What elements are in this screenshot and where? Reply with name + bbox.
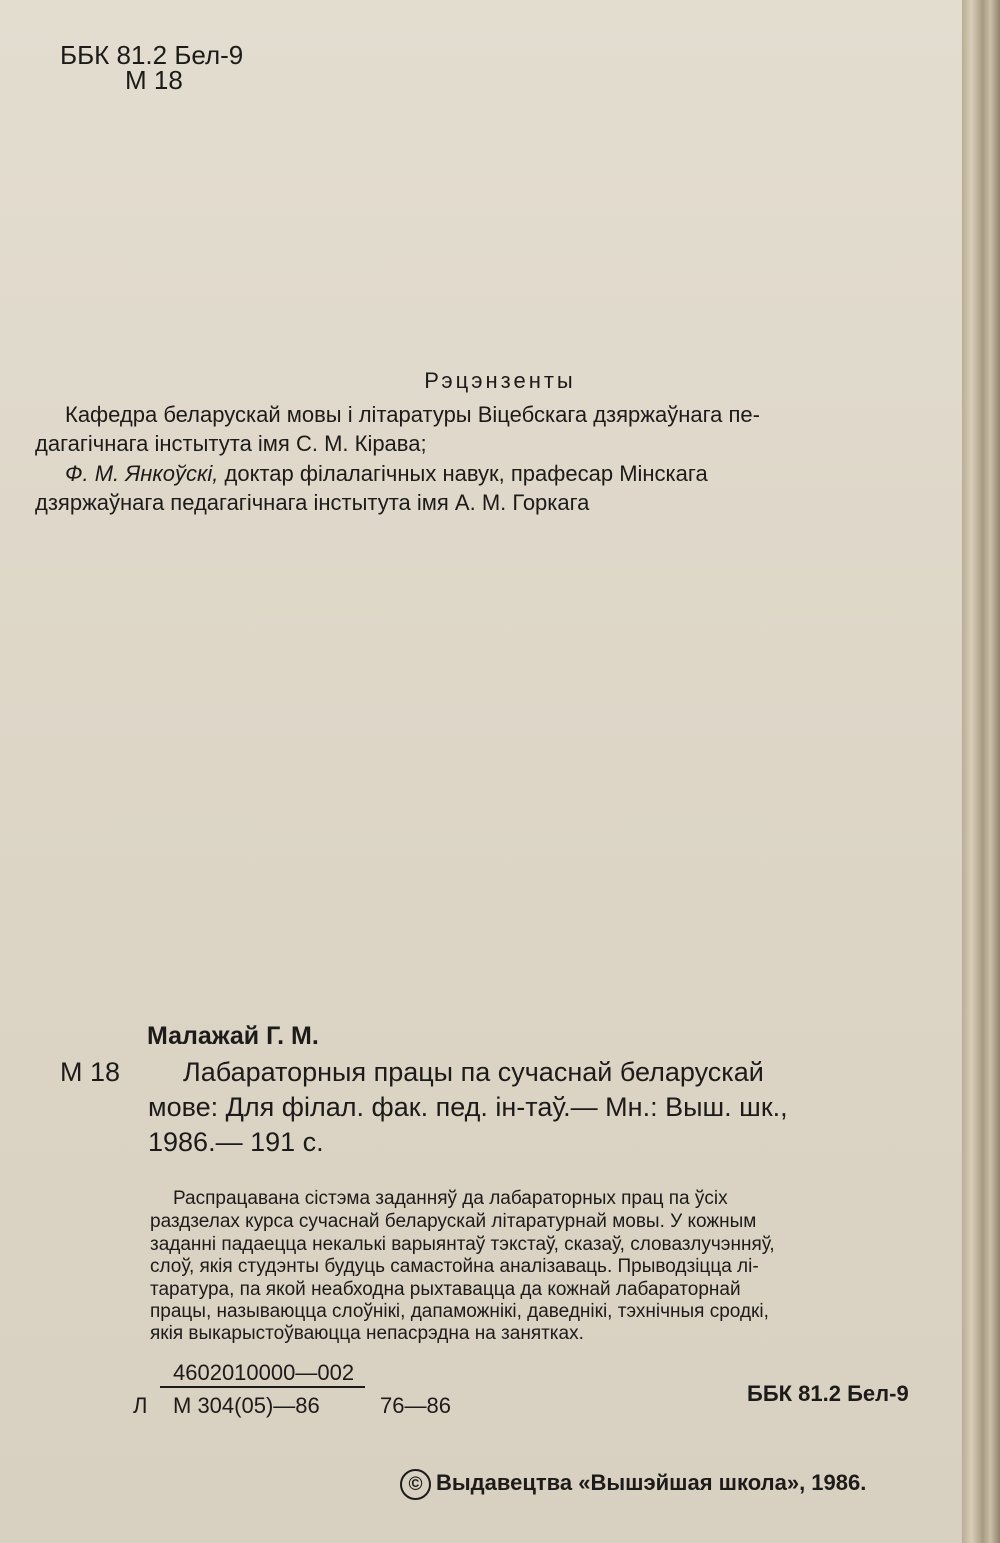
annotation-line-3: заданні падаецца некалькі варыянтаў тэкстаў, сказаў, словазлучэнняў, [150, 1234, 775, 1255]
annotation-line-2: раздзелах курса сучаснай беларускай літаратурнай мовы. У кожным [150, 1211, 757, 1232]
reviewer-line-1: Кафедра беларускай мовы і літаратуры Віцебскага дзяржаўнага пе- [65, 402, 760, 427]
bibliography-author: Малажай Г. М. [147, 1022, 319, 1050]
annotation-line-4: слоў, якія студэнты будуць самастойна аналізаваць. Прыводзіцца лі- [150, 1256, 759, 1277]
catalog-denominator: М 304(05)—86 [173, 1393, 320, 1418]
catalog-letter: Л [133, 1393, 148, 1418]
reviewer-name: Ф. М. Янкоўскі, [65, 461, 219, 486]
reviewer-line-4: дзяржаўнага педагагічнага інстытута імя А. М. Горкага [35, 490, 590, 515]
catalog-numerator: 4602010000—002 [173, 1360, 355, 1385]
bibliography-code: М 18 [60, 1057, 121, 1087]
bibliography-line-2: мове: Для філал. фак. пед. ін-таў.— Мн.: Выш. шк., [148, 1092, 788, 1122]
bbk-classification-top: ББК 81.2 Бел-9 [60, 40, 244, 70]
catalog-fraction-rule [160, 1386, 365, 1388]
annotation-line-1: Распрацавана сістэма заданняў да лабараторных прац па ўсіх [173, 1188, 728, 1209]
reviewer-line-3-text: доктар філалагічных навук, прафесар Мінскага [224, 461, 708, 486]
copyright-icon: © [400, 1469, 431, 1500]
reviewers-heading: Рэцэнзенты [424, 368, 576, 393]
book-binding-edge [962, 0, 1000, 1543]
reviewer-line-2: дагагічнага інстытута імя С. М. Кірава; [35, 431, 427, 456]
bbk-classification-bottom: ББК 81.2 Бел-9 [747, 1381, 909, 1406]
bibliography-line-1: Лабараторныя працы па сучаснай беларускай [183, 1057, 764, 1087]
copyright-text: Выдавецтва «Вышэйшая школа», 1986. [436, 1470, 867, 1495]
reviewer-line-3 [65, 461, 708, 487]
author-code-top: М 18 [125, 65, 183, 95]
annotation-line-6: працы, называюцца слоўнікі, дапаможнікі, даведнікі, тэхнічныя сродкі, [150, 1301, 769, 1322]
annotation-line-5: таратура, па якой неабходна рыхтавацца да кожнай лабараторнай [150, 1279, 741, 1300]
annotation-line-7: якія выкарыстоўваюцца непасрэдна на занятках. [150, 1323, 584, 1344]
bibliography-line-3: 1986.— 191 с. [148, 1127, 324, 1157]
catalog-suffix: 76—86 [380, 1393, 451, 1418]
